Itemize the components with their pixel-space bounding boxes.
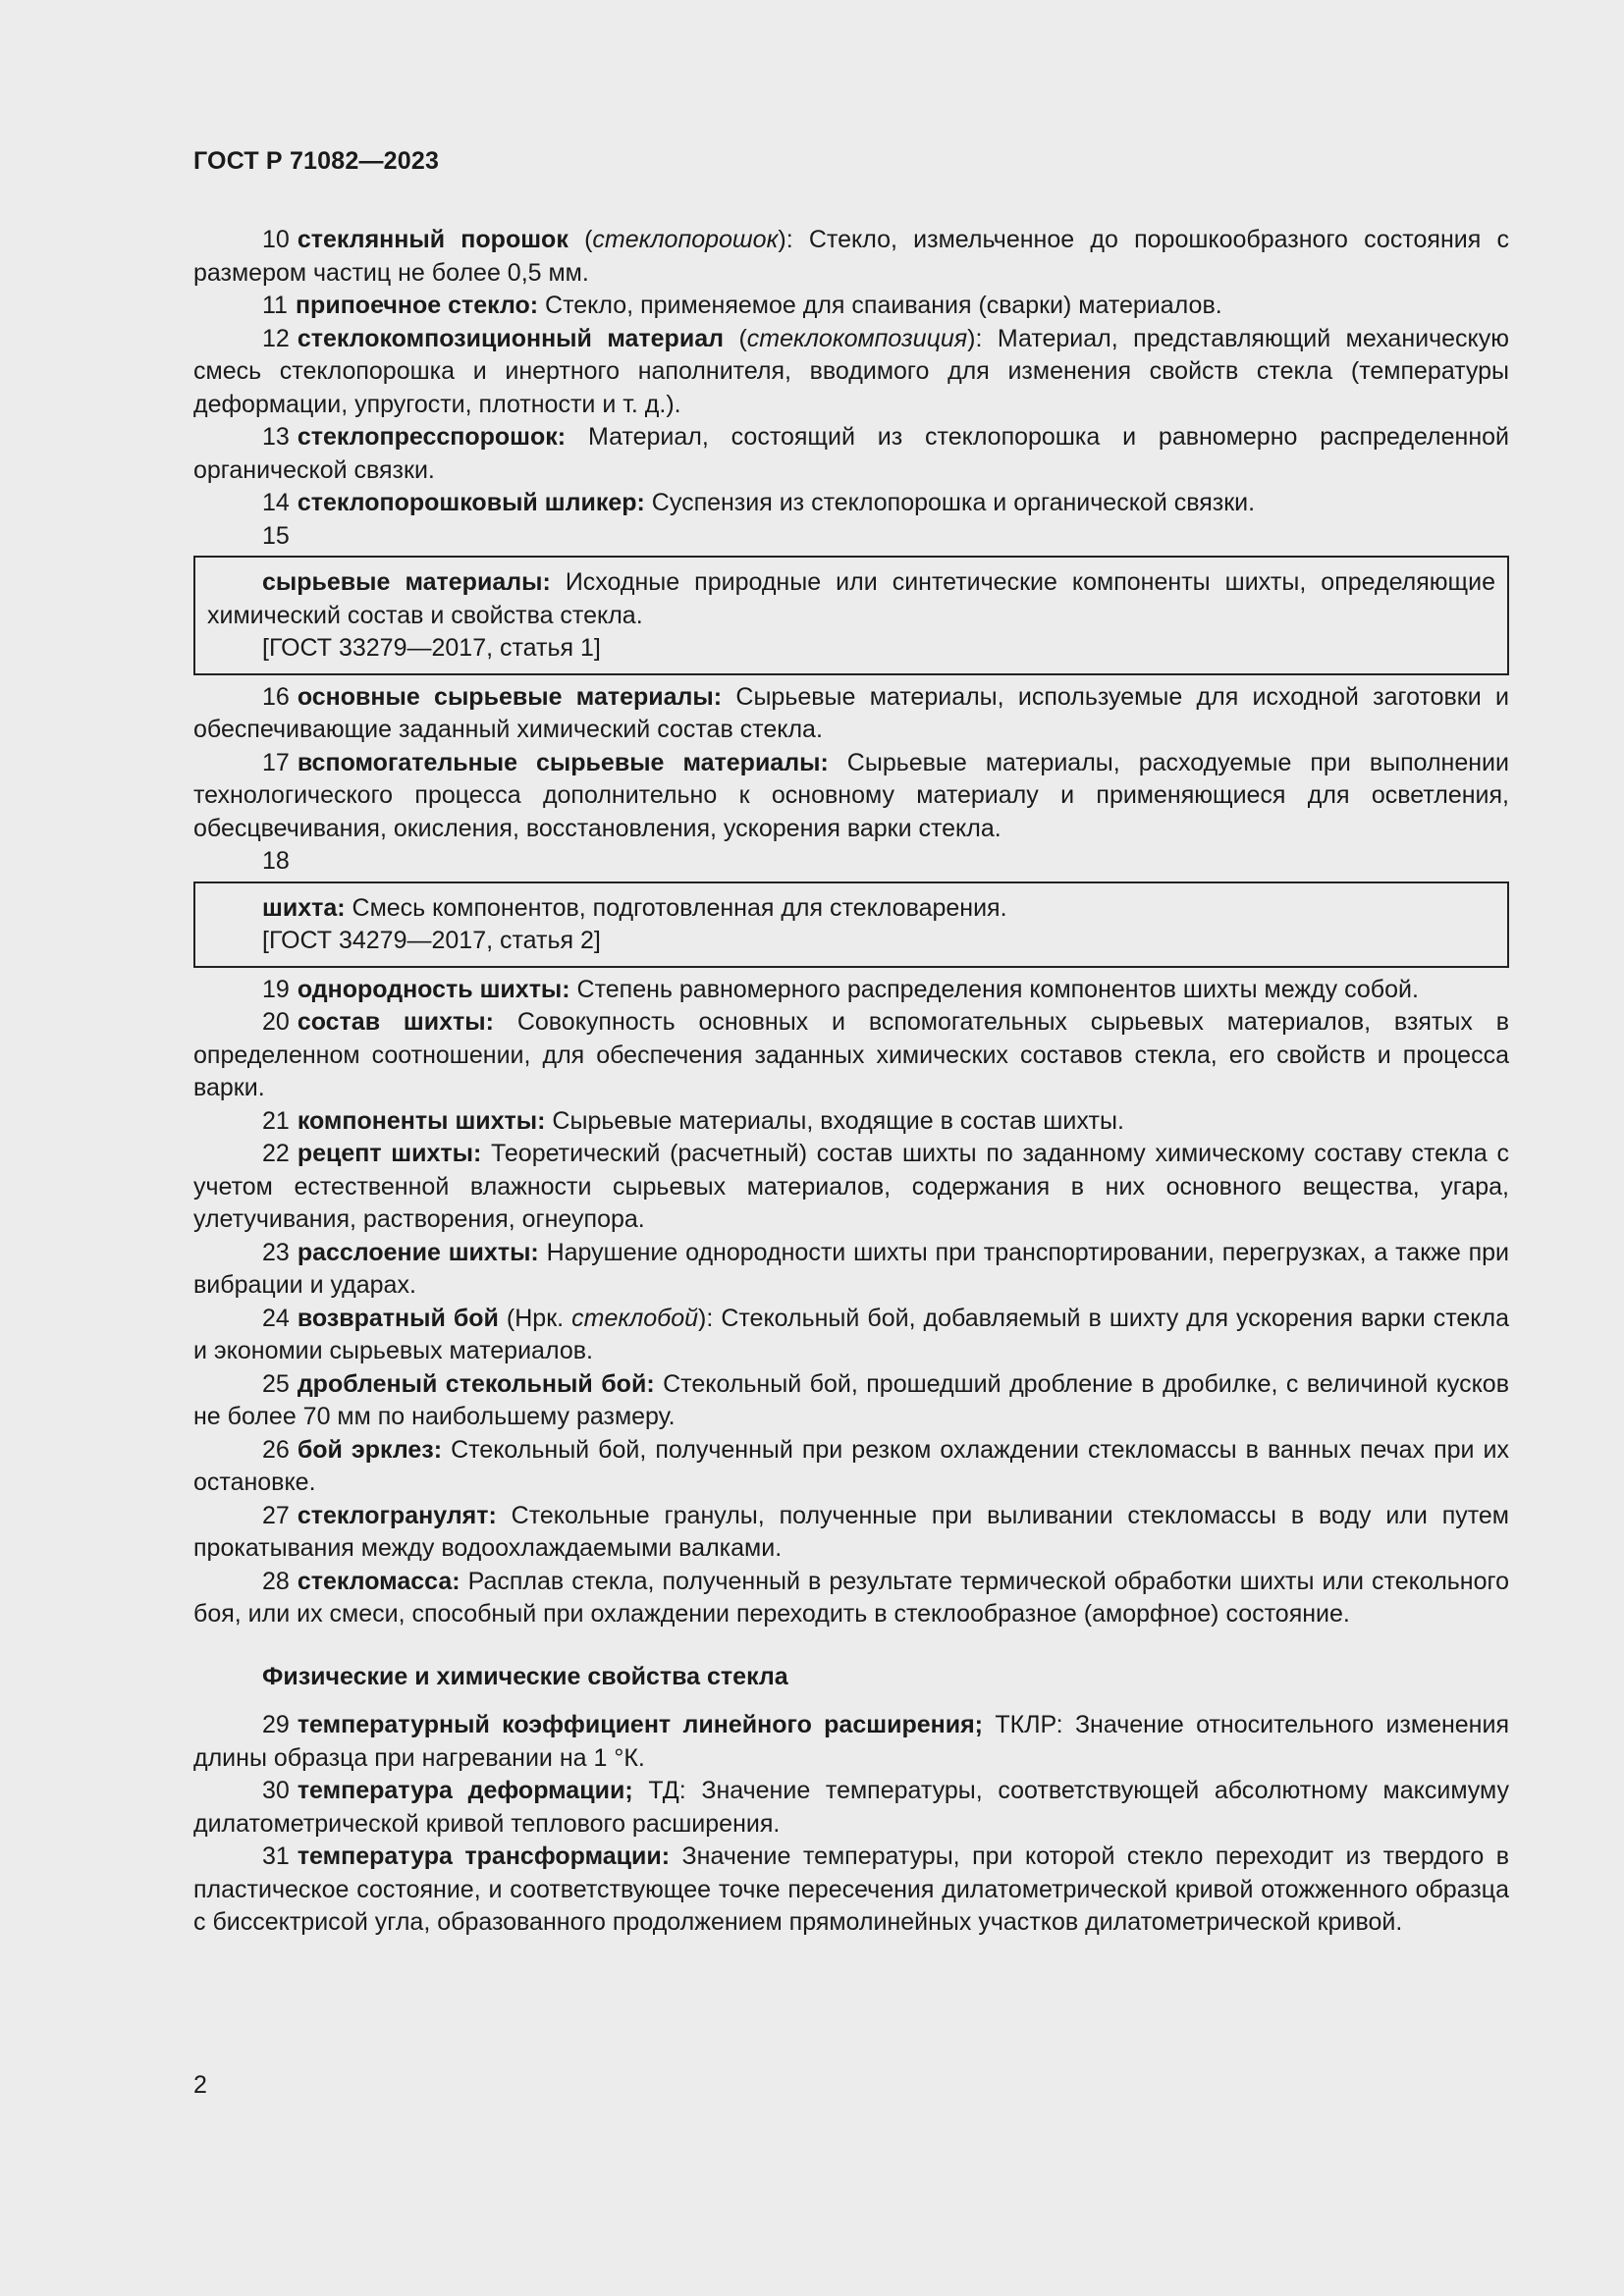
entry-number: 15: [262, 521, 290, 550]
entry-term: состав шихты:: [297, 1008, 494, 1036]
source-reference: [ГОСТ 34279—2017, статья 2]: [262, 927, 601, 954]
page-number: 2: [193, 2071, 207, 2099]
entry-11: [193, 290, 1509, 323]
entry-synonym: стеклокомпозиция: [746, 324, 968, 352]
entry-number: 26: [262, 1435, 290, 1464]
entry-20: [193, 1006, 1509, 1105]
entry-number: 31: [262, 1842, 290, 1870]
entry-definition: Материал, состоящий из стеклопорошка и равномерно распределенной органической связки.: [193, 423, 1509, 484]
entry-term: возвратный бой: [297, 1304, 499, 1332]
entry-15: [207, 566, 1495, 632]
entry-number: 23: [262, 1238, 290, 1266]
entry-term: стекломасса:: [297, 1567, 460, 1595]
entry-18: [207, 892, 1495, 926]
entry-definition: Совокупность основных и вспомогательных сырьевых материалов, взятых в определенном соотношении, для обеспечения заданных химических составов стекла, его свойств и процесса варки.: [193, 1008, 1509, 1101]
entry-definition: Сырьевые материалы, входящие в состав шихты.: [545, 1106, 1124, 1135]
entry-term: стеклогранулят:: [297, 1501, 497, 1529]
entry-13: [193, 421, 1509, 487]
entry-number: 10: [262, 226, 290, 253]
entry-number: 16: [262, 682, 290, 711]
entry-term: вспомогательные сырьевые материалы:: [297, 748, 829, 776]
entry-number: 24: [262, 1304, 290, 1332]
entry-term: стеклопресспорошок:: [297, 423, 567, 451]
entry-definition: ): Стекло, измельченное до порошкообразного состояния с размером частиц не более 0,5 мм.: [193, 226, 1509, 287]
entry-definition: Сырьевые материалы, расходуемые при выполнении технологического процесса дополнительно к основному материалу и применяющиеся для осветления, обесцвечивания, окисления, восстановления, ускорения варки стекла.: [193, 748, 1509, 842]
entry-term: температура деформации;: [297, 1777, 633, 1804]
entry-synonym: стеклобой: [571, 1304, 699, 1332]
entry-definition: ): Стекольный бой, добавляемый в шихту для ускорения варки стекла и экономии сырьевых материалов.: [193, 1304, 1509, 1364]
entry-number: 17: [262, 748, 290, 776]
entry-31: [193, 1841, 1509, 1940]
entry-number: 20: [262, 1008, 290, 1036]
entry-18-number: [193, 845, 1509, 879]
entry-17: [193, 747, 1509, 846]
entry-term: шихта:: [262, 893, 346, 922]
entry-number: 12: [262, 324, 290, 352]
entry-16: [193, 681, 1509, 747]
entry-term: компоненты шихты:: [297, 1106, 546, 1135]
entry-number: 22: [262, 1140, 290, 1167]
entry-number: 13: [262, 423, 290, 451]
source-reference: [ГОСТ 33279—2017, статья 1]: [262, 634, 601, 662]
reference-box-18: [193, 881, 1509, 968]
entry-term: рецепт шихты:: [297, 1140, 482, 1167]
entry-term: основные сырьевые материалы:: [297, 682, 723, 711]
entry-definition: ТКЛР: Значение относительного изменения длины образца при нагревании на 1 °К.: [193, 1711, 1509, 1772]
entry-number: 19: [262, 975, 290, 1003]
entry-text: (: [568, 226, 593, 253]
entry-definition: Стекольный бой, прошедший дробление в дробилке, с величиной кусков не более 70 мм по наибольшему размеру.: [193, 1369, 1509, 1430]
entry-25: [193, 1368, 1509, 1434]
entry-number: 30: [262, 1777, 290, 1804]
entry-number: 28: [262, 1567, 290, 1595]
entry-number: 11: [262, 292, 288, 319]
entry-definition: Смесь компонентов, подготовленная для стекловарения.: [345, 893, 1007, 922]
reference-box-15: [193, 556, 1509, 675]
entry-number: 14: [262, 489, 290, 516]
entry-30: [193, 1775, 1509, 1841]
entry-term: бой эрклез:: [297, 1435, 443, 1464]
entry-number: 25: [262, 1369, 290, 1398]
entry-definition: Сырьевые материалы, используемые для исходной заготовки и обеспечивающие заданный химический состав стекла.: [193, 682, 1509, 743]
entry-term: температура трансформации:: [297, 1842, 671, 1870]
entry-term: стеклокомпозиционный материал: [297, 324, 724, 352]
entry-term: припоечное стекло:: [295, 292, 539, 319]
entry-term: стеклопорошковый шликер:: [297, 489, 645, 516]
entry-number: 29: [262, 1711, 290, 1738]
entry-definition: Расплав стекла, полученный в результате термической обработки шихты или стекольного боя, или их смеси, способный при охлаждении переходить в стеклообразное (аморфное) состояние.: [193, 1567, 1509, 1628]
entry-term: однородность шихты:: [297, 975, 570, 1003]
entry-definition: Теоретический (расчетный) состав шихты по заданному химическому составу стекла с учетом естественной влажности сырьевых материалов, содержания в них основного вещества, угара, улетучивания, растворения, огнеупора.: [193, 1140, 1509, 1233]
entry-number: 18: [262, 847, 290, 875]
entry-synonym: стеклопорошок: [592, 226, 779, 253]
entry-definition: Стекольный бой, полученный при резком охлаждении стекломассы в ванных печах при их остановке.: [193, 1435, 1509, 1496]
entry-22: [193, 1138, 1509, 1237]
entry-term: сырьевые материалы:: [262, 568, 551, 596]
entry-21: [193, 1105, 1509, 1139]
entry-27: [193, 1500, 1509, 1566]
entry-number: 27: [262, 1501, 290, 1529]
entry-10: [193, 224, 1509, 290]
entry-definition: Степень равномерного распределения компонентов шихты между собой.: [569, 975, 1419, 1003]
entry-28: [193, 1566, 1509, 1631]
entry-text: (: [723, 324, 747, 352]
entry-26: [193, 1434, 1509, 1500]
entry-29: [193, 1709, 1509, 1775]
entry-15-number: [193, 520, 1509, 554]
entry-definition: Стекло, применяемое для спаивания (сварки) материалов.: [538, 292, 1222, 319]
section-title: Физические и химические свойства стекла: [262, 1662, 788, 1690]
entry-term: расслоение шихты:: [297, 1238, 539, 1266]
entry-number: 21: [262, 1106, 290, 1135]
entry-definition: Суспензия из стеклопорошка и органической связки.: [644, 489, 1256, 516]
entry-definition: ): Материал, представляющий механическую смесь стеклопорошка и инертного наполнителя, вводимого для изменения свойств стекла (температуры деформации, упругости, плотности и т. д.).: [193, 324, 1509, 418]
document-body: [193, 224, 1509, 1940]
entry-definition: Нарушение однородности шихты при транспортировании, перегрузках, а также при вибрации и ударах.: [193, 1238, 1509, 1299]
entry-definition: ТД: Значение температуры, соответствующей абсолютному максимуму дилатометрической кривой теплового расширения.: [193, 1777, 1509, 1838]
document-header: ГОСТ Р 71082—2023: [193, 147, 440, 175]
entry-24: [193, 1303, 1509, 1368]
entry-23: [193, 1237, 1509, 1303]
entry-14: [193, 487, 1509, 520]
entry-text: (Нрк.: [498, 1304, 572, 1332]
entry-12: [193, 323, 1509, 422]
entry-term: стеклянный порошок: [297, 226, 568, 253]
entry-term: дробленый стекольный бой:: [297, 1369, 655, 1398]
entry-definition: Стекольные гранулы, полученные при выливании стекломассы в воду или путем прокатывания между водоохлаждаемыми валками.: [193, 1501, 1509, 1562]
entry-definition: Исходные природные или синтетические компоненты шихты, определяющие химический состав и свойства стекла.: [207, 568, 1495, 629]
entry-19: [193, 974, 1509, 1007]
entry-definition: Значение температуры, при которой стекло переходит из твердого в пластическое состояние, и соответствующее точке пересечения дилатометрической кривой отожженного образца с биссектрисой угла, образованного продолжением прямолинейных участков дилатометрической кривой.: [193, 1842, 1509, 1936]
entry-term: температурный коэффициент линейного расширения;: [297, 1711, 983, 1738]
